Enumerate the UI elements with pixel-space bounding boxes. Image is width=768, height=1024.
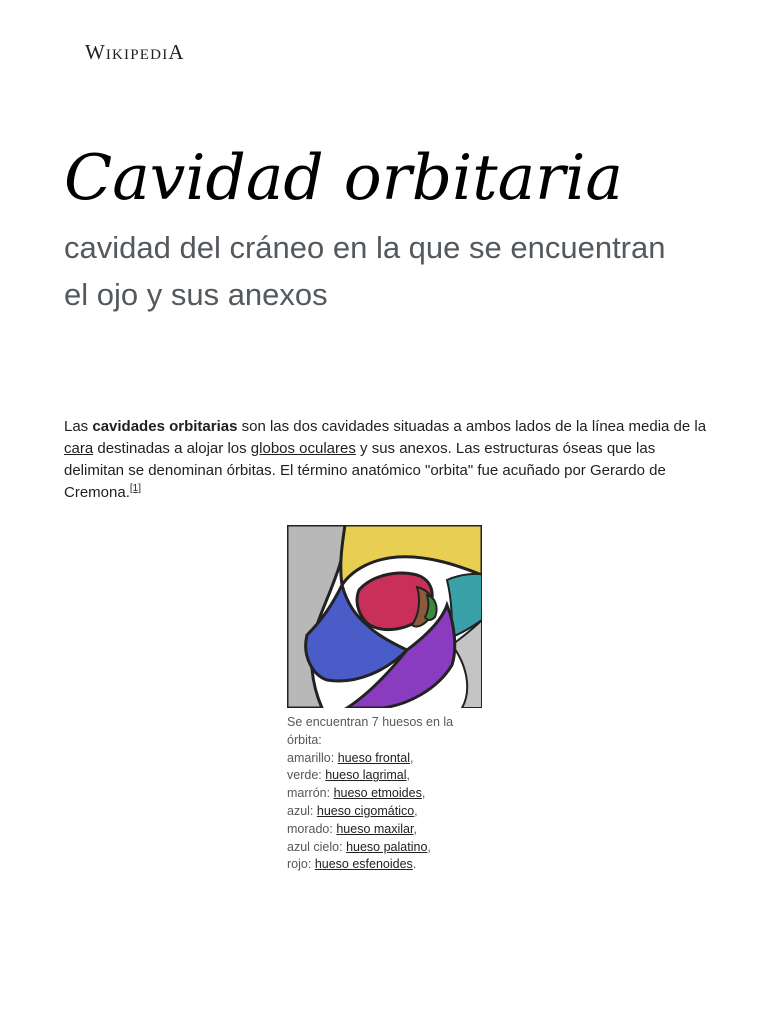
caption-item: azul cielo: hueso palatino, [287, 839, 431, 854]
caption-intro: Se encuentran 7 huesos en la órbita: [287, 715, 454, 747]
caption-item: amarillo: hueso frontal, [287, 750, 414, 765]
link-hueso-frontal[interactable]: hueso frontal [337, 750, 411, 765]
caption-item: marrón: hueso etmoides, [287, 786, 426, 801]
caption-item: verde: hueso lagrimal, [287, 768, 411, 783]
caption-item: morado: hueso maxilar, [287, 821, 417, 836]
reference-1-link[interactable]: [1] [129, 483, 141, 494]
link-globos-oculares[interactable]: globos oculares [250, 440, 356, 457]
orbit-figure [287, 525, 482, 874]
wordmark-initial: W [85, 40, 106, 64]
page-subtitle: cavidad del cráneo en la que se encuentran el ojo y sus anexos [64, 230, 666, 312]
caption-item: rojo: hueso esfenoides. [287, 857, 417, 872]
link-hueso-esfenoides[interactable]: hueso esfenoides [314, 857, 413, 872]
orbit-bones-illustration[interactable] [287, 525, 482, 708]
caption-item: azul: hueso cigomático, [287, 803, 418, 818]
link-cara[interactable]: cara [64, 440, 94, 457]
link-hueso-etmoides[interactable]: hueso etmoides [333, 786, 422, 801]
link-hueso-maxilar[interactable]: hueso maxilar [336, 821, 414, 836]
bold-term: cavidades orbitarias [92, 418, 238, 435]
page-title: Cavidad orbitaria [64, 141, 623, 214]
link-hueso-cigomatico[interactable]: hueso cigomático [316, 803, 415, 818]
wordmark-final: A [168, 40, 185, 64]
wikipedia-wordmark[interactable] [85, 40, 185, 65]
wordmark-middle: IKIPEDI [105, 47, 169, 63]
figure-caption [287, 714, 482, 874]
link-hueso-palatino[interactable]: hueso palatino [346, 839, 428, 854]
intro-paragraph: Las cavidades orbitarias son las dos cavidades situadas a ambos lados de la línea media de la cara destinadas a alojar los globos oculares y sus anexos. Las estructuras óseas que las delimitan se denominan órbitas. El término anatómico "orbita" fue acuñado por Gerardo de Cremona.[1] [64, 418, 707, 501]
link-hueso-lagrimal[interactable]: hueso lagrimal [325, 768, 407, 783]
